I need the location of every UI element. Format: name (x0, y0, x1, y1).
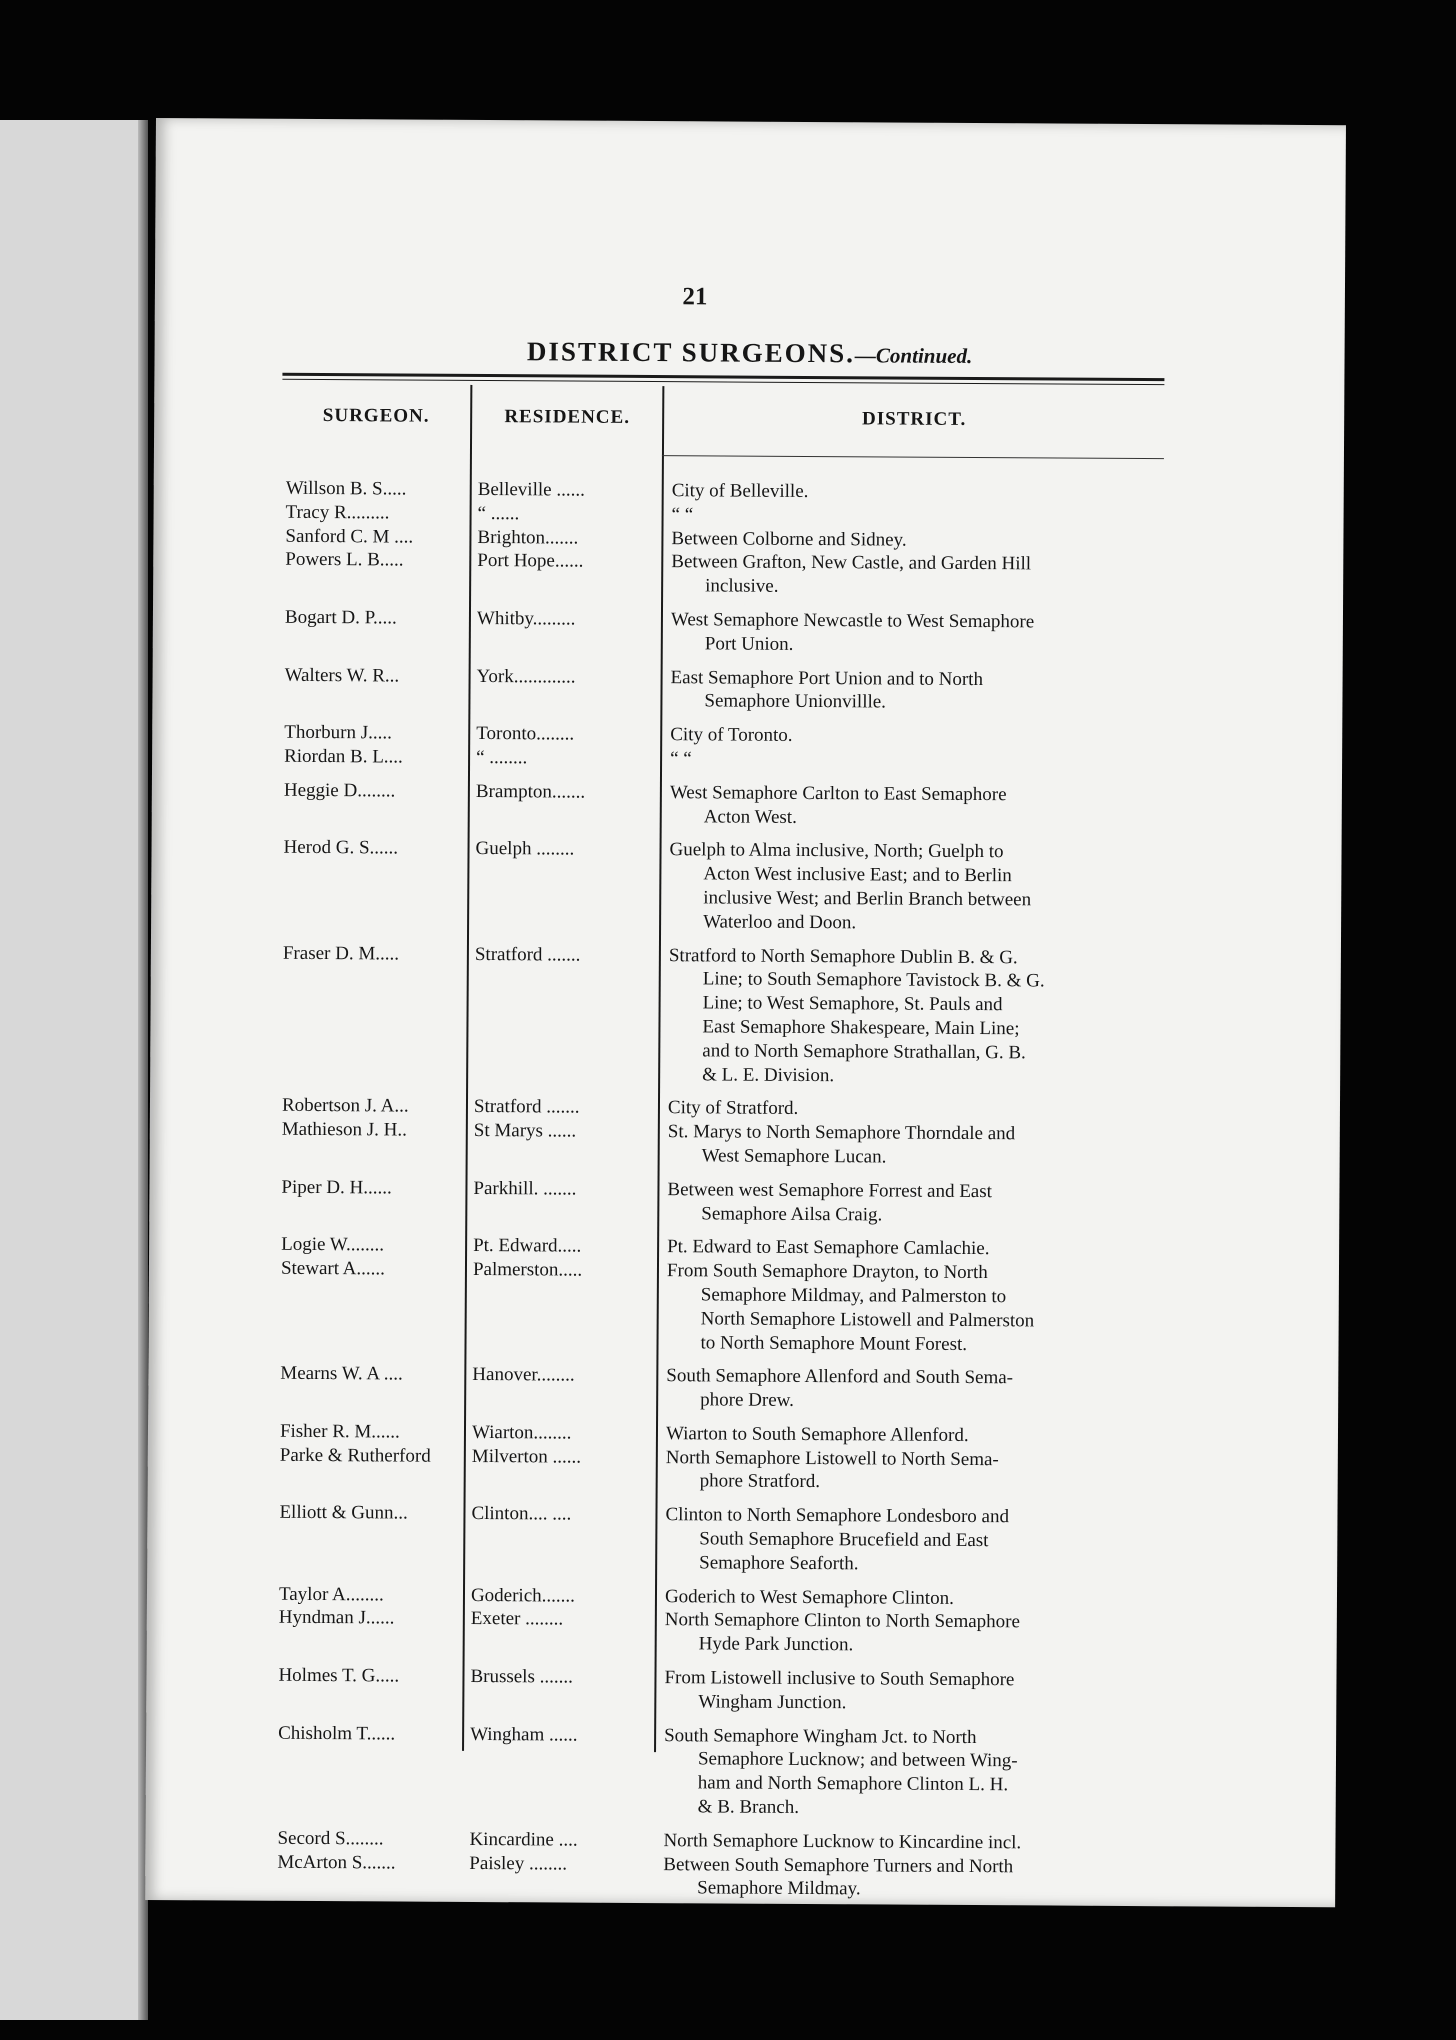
surgeon-name: Parke & Rutherford (279, 1444, 431, 1467)
district-line: inclusive West; and Berlin Branch between (703, 887, 1032, 911)
residence: Kincardine .... (469, 1828, 578, 1851)
district-description (665, 1609, 1157, 1660)
district-description (670, 747, 1162, 774)
district-description (665, 1585, 1157, 1612)
district-line: North Semaphore Clinton to North Semaphore (664, 1609, 1021, 1633)
district-line: Semaphore Seaforth. (699, 1552, 859, 1575)
district-line: phore Drew. (700, 1389, 794, 1412)
district-description (664, 1724, 1157, 1822)
district-line: Semaphore Lucknow; and between Wing- (697, 1748, 1018, 1772)
district-line: Hyde Park Junction. (698, 1633, 854, 1656)
district-description (672, 503, 1164, 530)
district-description (665, 1503, 1157, 1577)
surgeon-name: Thorburn J..... (284, 721, 392, 744)
district-line: “ “ (671, 503, 694, 526)
table-row (276, 1362, 1176, 1415)
district-line: Acton West inclusive East; and to Berlin (703, 863, 1012, 887)
district-line: West Semaphore Carlton to East Semaphore (669, 781, 1007, 805)
district-line: Wiarton to South Semaphore Allenford. (665, 1423, 969, 1446)
residence: Belleville ...... (477, 478, 585, 501)
district-line: South Semaphore Wingham Jct. to North (664, 1724, 977, 1748)
district-line: West Semaphore Lucan. (701, 1145, 887, 1168)
table-row (274, 1721, 1175, 1822)
residence: St Marys ...... (473, 1120, 577, 1142)
column-header-district: DISTRICT. (862, 408, 967, 430)
district-line: City of Toronto. (670, 724, 793, 747)
surgeon-name: Mearns W. A .... (280, 1363, 403, 1385)
district-line: North Semaphore Lucknow to Kincardine incl. (663, 1829, 1022, 1854)
district-description (666, 1446, 1158, 1497)
district-line: Wingham Junction. (698, 1691, 847, 1714)
district-description (669, 839, 1162, 937)
surgeon-name: Stewart A...... (280, 1257, 386, 1280)
district-line: Guelph to Alma inclusive, North; Guelph to (669, 839, 1004, 863)
surgeon-name: Willson B. S..... (285, 477, 407, 500)
surgeon-table-body (273, 477, 1182, 1904)
district-description (670, 666, 1162, 717)
surgeon-name: Powers L. B..... (285, 549, 404, 571)
district-line: Semaphore Mildmay. (697, 1877, 861, 1900)
surgeon-name: Walters W. R... (284, 664, 400, 687)
district-line: Line; to West Semaphore, St. Pauls and (702, 992, 1003, 1016)
district-description (671, 551, 1163, 602)
residence: Guelph ........ (475, 838, 575, 860)
surgeon-name: Logie W........ (281, 1234, 385, 1256)
district-line: Port Union. (704, 633, 794, 655)
district-line: West Semaphore Newcastle to West Semaphore (670, 609, 1035, 633)
page-title-suffix: —Continued. (854, 343, 973, 368)
table-row (280, 779, 1180, 832)
table-row (273, 1850, 1173, 1903)
surgeon-name: Fraser D. M..... (282, 942, 400, 965)
residence: “ ...... (477, 502, 520, 525)
district-line: Goderich to West Semaphore Clinton. (664, 1585, 954, 1609)
surgeon-name: Fisher R. M...... (279, 1420, 400, 1443)
residence: Whitby......... (476, 607, 576, 630)
surgeon-name: Tracy R......... (285, 501, 390, 524)
district-line: St. Marys to North Semaphore Thorndale and (667, 1121, 1016, 1145)
table-row (277, 1175, 1177, 1228)
residence: Stratford ....... (474, 943, 581, 966)
district-line: phore Stratford. (699, 1470, 821, 1493)
table-row (279, 836, 1180, 937)
residence: Clinton.... .... (471, 1503, 572, 1525)
district-description (668, 1096, 1160, 1123)
residence: York............. (476, 665, 576, 688)
district-description (666, 1259, 1159, 1357)
district-line: Line; to South Semaphore Tavistock B. & G. (702, 968, 1045, 992)
table-row (280, 663, 1180, 716)
residence: Pt. Edward..... (473, 1235, 582, 1257)
table-row (275, 1606, 1175, 1659)
surgeon-name: Heggie D........ (283, 779, 396, 802)
district-line: & B. Branch. (697, 1796, 800, 1819)
district-description (668, 1120, 1160, 1171)
district-line: From Listowell inclusive to South Semaphore (664, 1667, 1015, 1691)
surgeon-name: Secord S........ (277, 1827, 384, 1850)
table-row (278, 941, 1179, 1089)
residence: Brussels ....... (470, 1666, 573, 1688)
district-line: Between South Semaphore Turners and North (663, 1853, 1014, 1877)
residence: Parkhill. ....... (473, 1177, 577, 1200)
surgeon-name: Robertson J. A... (281, 1095, 409, 1117)
district-line: East Semaphore Shakespeare, Main Line; (702, 1016, 1020, 1040)
column-header-residence: RESIDENCE. (504, 406, 631, 428)
district-line: and to North Semaphore Strathallan, G. B. (702, 1040, 1026, 1064)
residence: Palmerston..... (472, 1259, 583, 1281)
table-row (275, 1501, 1175, 1578)
district-description (666, 1422, 1158, 1449)
surgeon-name: Piper D. H...... (281, 1176, 392, 1199)
surgeon-name: Hyndman J...... (278, 1607, 395, 1629)
district-line: Between Colborne and Sidney. (671, 527, 907, 551)
residence: Wingham ...... (470, 1723, 578, 1746)
district-line: & L. E. Division. (702, 1063, 835, 1086)
table-row (276, 1257, 1177, 1358)
district-description (671, 608, 1163, 659)
residence: Goderich....... (470, 1584, 575, 1607)
title-block (154, 334, 1344, 372)
surgeon-name: Holmes T. G..... (278, 1664, 400, 1687)
district-line: ham and North Semaphore Clinton L. H. (697, 1772, 1009, 1796)
district-description (667, 1235, 1159, 1262)
residence: Brighton....... (477, 526, 579, 549)
district-line: City of Stratford. (667, 1097, 799, 1120)
surgeon-name: Elliott & Gunn... (279, 1502, 408, 1524)
table-row (281, 606, 1181, 659)
district-line: Semaphore Ailsa Craig. (701, 1202, 883, 1225)
district-description (667, 1178, 1159, 1229)
surgeon-name: Bogart D. P..... (284, 606, 397, 629)
district-description (668, 944, 1161, 1090)
district-line: Semaphore Unionvillle. (704, 690, 887, 713)
district-line: City of Belleville. (671, 480, 809, 502)
surgeon-name: Sanford C. M .... (285, 525, 414, 548)
district-line: Semaphore Mildmay, and Palmerston to (700, 1284, 1007, 1308)
district-header-rule (662, 455, 1164, 459)
district-line: Acton West. (703, 805, 797, 828)
district-description (663, 1829, 1155, 1856)
surgeon-name: Taylor A........ (278, 1583, 384, 1606)
district-line: inclusive. (705, 575, 779, 597)
district-line: East Semaphore Port Union and to North (670, 666, 984, 690)
surgeon-name: Mathieson J. H.. (281, 1118, 407, 1141)
page-title: DISTRICT SURGEONS. (526, 336, 856, 369)
residence: Hanover........ (472, 1364, 575, 1386)
residence: Brampton....... (475, 780, 586, 803)
district-line: South Semaphore Allenford and South Sema- (666, 1365, 1014, 1389)
district-description (663, 1853, 1155, 1904)
district-description (664, 1666, 1156, 1717)
residence: Exeter ........ (470, 1608, 564, 1630)
surgeon-name: Chisholm T...... (278, 1722, 396, 1745)
district-line: Waterloo and Doon. (703, 911, 857, 934)
district-line: From South Semaphore Drayton, to North (666, 1260, 988, 1284)
table-row (280, 745, 1180, 774)
district-line: Pt. Edward to East Semaphore Camlachie. (667, 1236, 990, 1260)
residence: Port Hope...... (477, 550, 584, 573)
residence: Toronto........ (476, 723, 575, 745)
district-description (672, 479, 1164, 506)
district-line: “ “ (670, 748, 692, 770)
district-line: Stratford to North Semaphore Dublin B. & G. (668, 944, 1018, 968)
residence: “ ........ (476, 746, 528, 769)
district-line: North Semaphore Listowell to North Sema- (665, 1446, 999, 1470)
district-line: Between west Semaphore Forrest and East (667, 1178, 993, 1202)
residence: Paisley ........ (469, 1852, 568, 1875)
district-line: to North Semaphore Mount Forest. (700, 1331, 968, 1355)
district-line: Clinton to North Semaphore Londesboro and (665, 1504, 1010, 1528)
residence: Stratford ....... (473, 1096, 580, 1118)
district-description (666, 1364, 1158, 1415)
column-header-surgeon: SURGEON. (322, 405, 430, 427)
table-row (274, 1664, 1174, 1717)
district-description (671, 527, 1163, 554)
district-description (670, 781, 1162, 832)
surgeon-name: Herod G. S...... (283, 837, 399, 859)
district-line: South Semaphore Brucefield and East (699, 1528, 989, 1552)
table-row (278, 1118, 1178, 1171)
facing-page-edge (0, 120, 148, 2020)
surgeon-name: McArton S....... (277, 1851, 396, 1874)
table-row (276, 1443, 1176, 1496)
page-number: 21 (682, 283, 708, 311)
residence: Milverton ...... (471, 1445, 582, 1468)
residence: Wiarton........ (471, 1421, 572, 1444)
surgeon-name: Riordan B. L.... (284, 745, 403, 768)
document-page (145, 118, 1346, 1907)
district-line: Between Grafton, New Castle, and Garden Hill (671, 551, 1032, 575)
district-line: North Semaphore Listowell and Palmerston (700, 1308, 1035, 1332)
table-row (281, 548, 1181, 601)
district-description (670, 723, 1162, 750)
